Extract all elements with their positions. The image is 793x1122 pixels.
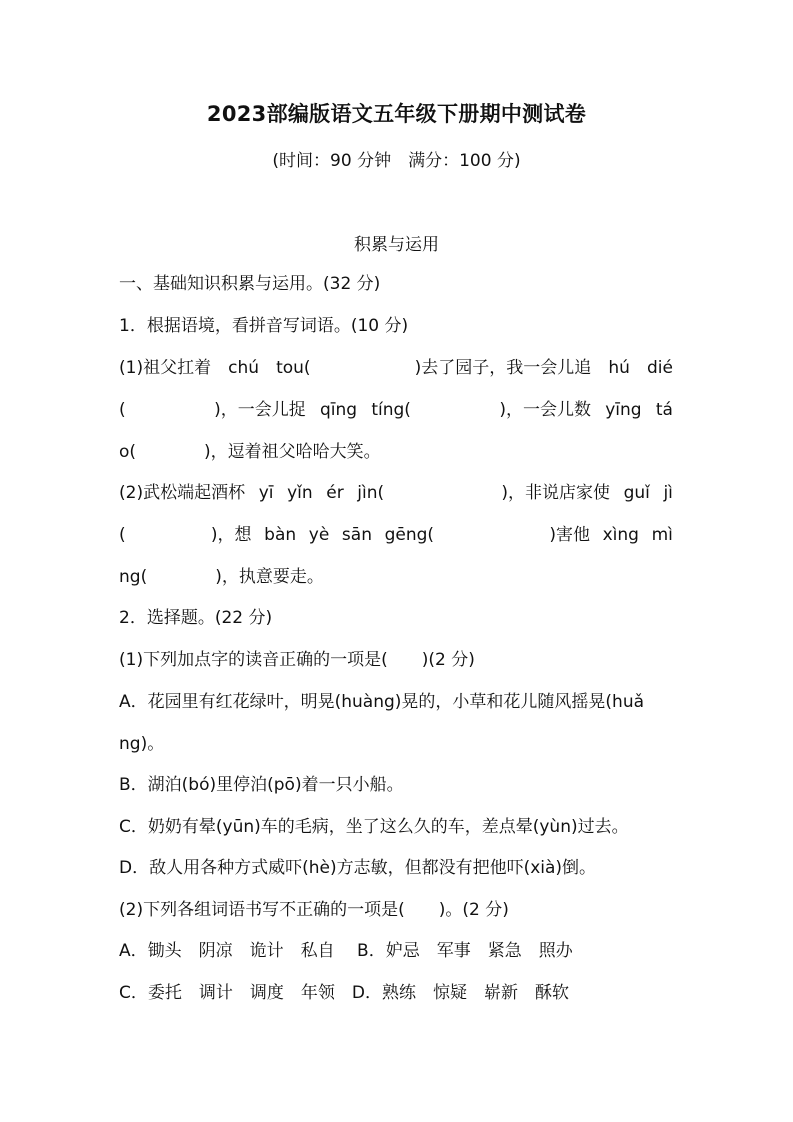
pinyin: guǐ [623, 483, 650, 503]
pinyin: qīng [319, 400, 358, 420]
q2-sub1-option-b: B．湖泊(bó)里停泊(pō)着一只小船。 [119, 775, 404, 795]
pinyin-blank: gēng( [384, 525, 435, 545]
pinyin: xìng [602, 525, 639, 545]
q1-sentence1-line1 [119, 356, 673, 380]
pinyin: dié [646, 358, 673, 378]
q1-sentence1-line2 [119, 398, 673, 422]
text-fragment: (2)武松端起酒杯 [119, 483, 246, 503]
text-fragment: )去了园子，我一会儿追 [414, 358, 592, 378]
section-heading: 积累与运用 [354, 235, 439, 255]
pinyin: mì [651, 525, 673, 545]
q2-sub2-stem: (2)下列各组词语书写不正确的一项是( )。(2 分) [119, 900, 509, 920]
q2-sub2-options-cd: C．委托 调计 调度 年领 D．熟练 惊疑 崭新 酥软 [119, 983, 569, 1003]
question-2-heading: 2．选择题。(22 分) [119, 608, 273, 628]
text-fragment: )，非说店家使 [501, 483, 610, 503]
pinyin: bàn [264, 525, 297, 545]
question-1-heading: 1．根据语境，看拼音写词语。(10 分) [119, 316, 409, 336]
q2-sub1-option-a-line1: A．花园里有红花绿叶，明晃(huàng)晃的，小草和花儿随风摇晃(huǎ [119, 692, 645, 712]
q1-sentence2-line1 [119, 481, 673, 505]
pinyin-blank: tou( [276, 358, 311, 378]
part-one-heading: 一、基础知识积累与运用。(32 分) [119, 274, 381, 294]
q1-sentence2-line3: ng( )，执意要走。 [119, 567, 324, 587]
q2-sub2-options-ab: A．锄头 阴凉 诡计 私自 B．妒忌 军事 紧急 照办 [119, 941, 573, 961]
blank-open: ( [119, 400, 126, 420]
pinyin: yǐn [287, 483, 313, 503]
page-title: 2023部编版语文五年级下册期中测试卷 [206, 102, 587, 126]
q2-sub1-option-c: C．奶奶有晕(yūn)车的毛病，坐了这么久的车，差点晕(yùn)过去。 [119, 817, 629, 837]
pinyin-blank: jìn( [357, 483, 385, 503]
text-fragment: )，一会儿捉 [214, 400, 306, 420]
q1-sentence1-line3: o( )，逗着祖父哈哈大笑。 [119, 442, 381, 462]
blank-open: ( [119, 525, 126, 545]
pinyin: chú [228, 358, 260, 378]
pinyin: yī [258, 483, 274, 503]
pinyin-blank: tíng( [371, 400, 411, 420]
text-fragment: )，想 [210, 525, 252, 545]
text-fragment: )，一会儿数 [499, 400, 592, 420]
q1-sentence2-line2 [119, 523, 673, 547]
q2-sub1-option-d: D．敌人用各种方式威吓(hè)方志敏，但都没有把他吓(xià)倒。 [119, 858, 597, 878]
q2-sub1-stem: (1)下列加点字的读音正确的一项是( )(2 分) [119, 650, 475, 670]
text-fragment: )害他 [549, 525, 590, 545]
pinyin: yīng [605, 400, 642, 420]
pinyin: yè [308, 525, 330, 545]
pinyin: tá [655, 400, 673, 420]
q2-sub1-option-a-line2: ng)。 [119, 734, 165, 754]
text-fragment: (1)祖父扛着 [119, 358, 212, 378]
pinyin: jì [663, 483, 673, 503]
exam-subtitle: (时间：90 分钟 满分：100 分) [272, 151, 521, 171]
pinyin: sān [341, 525, 372, 545]
pinyin: hú [608, 358, 630, 378]
pinyin: ér [326, 483, 344, 503]
